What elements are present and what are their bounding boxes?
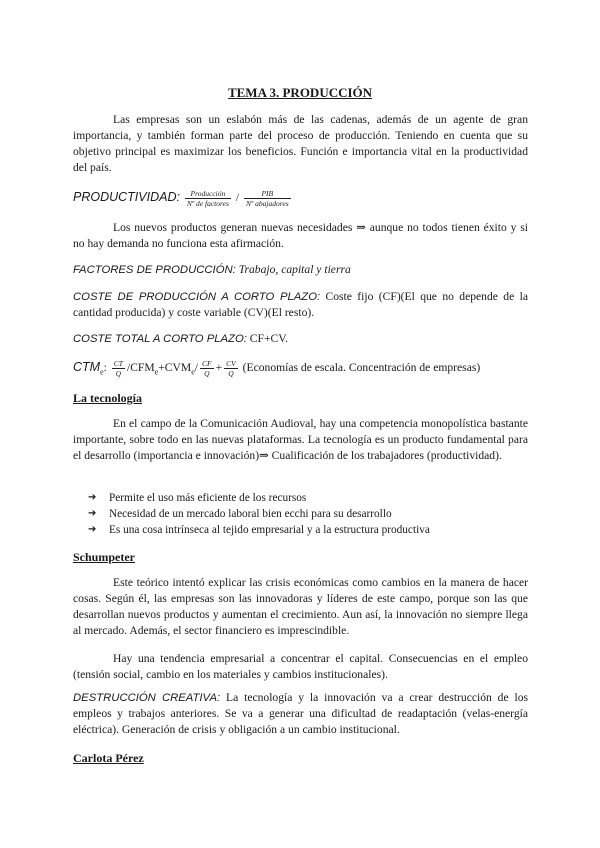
list-item-text: Es una cosa intrínseca al tejido empresarial y a la estructura productiva <box>109 524 430 536</box>
coste-total-line <box>73 331 528 347</box>
ctm-plus: + <box>215 361 223 374</box>
coste-corto-text: Coste fijo (CF)(El que no depende de la cantidad producida) y coste variable (CV)(El resto). <box>73 290 528 319</box>
page-title: TEMA 3. PRODUCCIÓN <box>227 85 373 100</box>
tecnologia-bullet-list <box>88 490 528 538</box>
formula-separator: / <box>235 191 240 204</box>
section-heading-carlota-perez: Carlota Pérez <box>73 751 144 765</box>
fraction-denominator: Q <box>228 368 234 378</box>
fraction-numerator: PIB <box>244 189 291 199</box>
productividad-formula <box>73 187 528 208</box>
intro-paragraph: Las empresas son un eslabón más de las cadenas, además de un agente de gran importancia, y también forman parte del proceso de producción. Teniendo en cuenta que su objetivo principal es maximizar los beneficios. Función e importancia vital en la productividad del país. <box>73 113 528 174</box>
list-item <box>88 490 528 506</box>
fraction-numerator: Producción <box>185 189 231 199</box>
fraction-denominator: Nº de factores <box>186 198 229 208</box>
schumpeter-paragraph-1: Este teórico intentó explicar las crisis económicas como cambios en la manera de hacer cosas. Según él, las empresas son las innovadoras y líderes de este campo, porque son las que desarrollan nuevos productos y aumentan el crecimiento. Aun así, la innovación no siempre llega al mercado. Además, el sector financiero es imprescindible. <box>73 576 528 637</box>
arrow-right-icon: ➔ <box>88 508 97 519</box>
coste-corto-label: COSTE DE PRODUCCIÓN A CORTO PLAZO: <box>73 291 321 303</box>
factores-text: Trabajo, capital y tierra <box>238 263 351 276</box>
arrow-right-icon: ➔ <box>88 524 97 535</box>
list-item-text: Permite el uso más eficiente de los recursos <box>109 492 307 504</box>
section-heading-tecnologia: La tecnología <box>73 391 142 405</box>
schumpeter-paragraph-2: Hay una tendencia empresarial a concentrar el capital. Consecuencias en el empleo (tensión social, cambio en los materiales y cambios institucionales). <box>73 652 528 681</box>
cvm-subscript: e <box>191 367 195 377</box>
ctm-colon: : <box>103 361 107 374</box>
section-heading-schumpeter: Schumpeter <box>73 550 135 564</box>
tecnologia-paragraph: En el campo de la Comunicación Audioval, hay una competencia monopolística bastante importante, sobre todo en las nuevas plataformas. La tecnología es un producto fundamental para el desarrollo (importancia e innovación)⇒ Cualificación de los trabajadores (productividad). <box>73 417 528 462</box>
list-item <box>88 522 528 538</box>
fraction-cf-q <box>200 359 214 378</box>
nuevos-productos-paragraph: Los nuevos productos generan nuevas necesidades ⇒ aunque no todos tienen éxito y si no hay demanda no funciona esta afirmación. <box>73 221 528 250</box>
productividad-label: PRODUCTIVIDAD: <box>73 190 180 204</box>
fraction-pib <box>244 189 291 208</box>
ctm-subscript: e <box>100 367 104 377</box>
fraction-cv-q <box>224 359 238 378</box>
factores-label: FACTORES DE PRODUCCIÓN: <box>73 264 236 276</box>
destruccion-creativa-paragraph <box>73 690 528 738</box>
fraction-numerator: CV <box>226 358 236 368</box>
destruccion-creativa-label: DESTRUCCIÓN CREATIVA: <box>73 692 221 704</box>
list-item <box>88 506 528 522</box>
coste-total-text: CF+CV. <box>249 332 289 345</box>
fraction-numerator: CT <box>113 358 123 368</box>
ctm-formula <box>73 356 543 383</box>
ctm-label: CTM <box>73 360 101 374</box>
coste-corto-paragraph <box>73 289 528 321</box>
ctm-cvm: +CVM <box>158 361 192 374</box>
fraction-numerator: CF <box>202 358 212 368</box>
cfm-subscript: e <box>154 367 159 377</box>
fraction-denominator: Q <box>115 368 122 378</box>
fraction-produccion <box>185 189 231 208</box>
list-item-text: Necesidad de un mercado laboral bien ecchi para su desarrollo <box>109 508 392 520</box>
fraction-ct-q <box>112 359 125 378</box>
ctm-tail: (Economías de escala. Concentración de empresas) <box>242 361 481 374</box>
coste-total-label: COSTE TOTAL A CORTO PLAZO: <box>73 333 247 345</box>
fraction-denominator: Nº abajadores <box>245 198 289 208</box>
ctm-cfm: /CFM <box>126 361 155 374</box>
fraction-denominator: Q <box>204 368 210 378</box>
factores-line <box>73 262 528 278</box>
arrow-right-icon: ➔ <box>88 492 97 503</box>
destruccion-creativa-text: La tecnología y la innovación va a crear destrucción de los empleos y trabajos anteriores. Se va a generar una dificultad de readaptación (velas-energía eléctrica). Generación de crisis y obligación a un cambio institucional. <box>73 691 529 736</box>
ctm-slash: / <box>194 361 198 374</box>
